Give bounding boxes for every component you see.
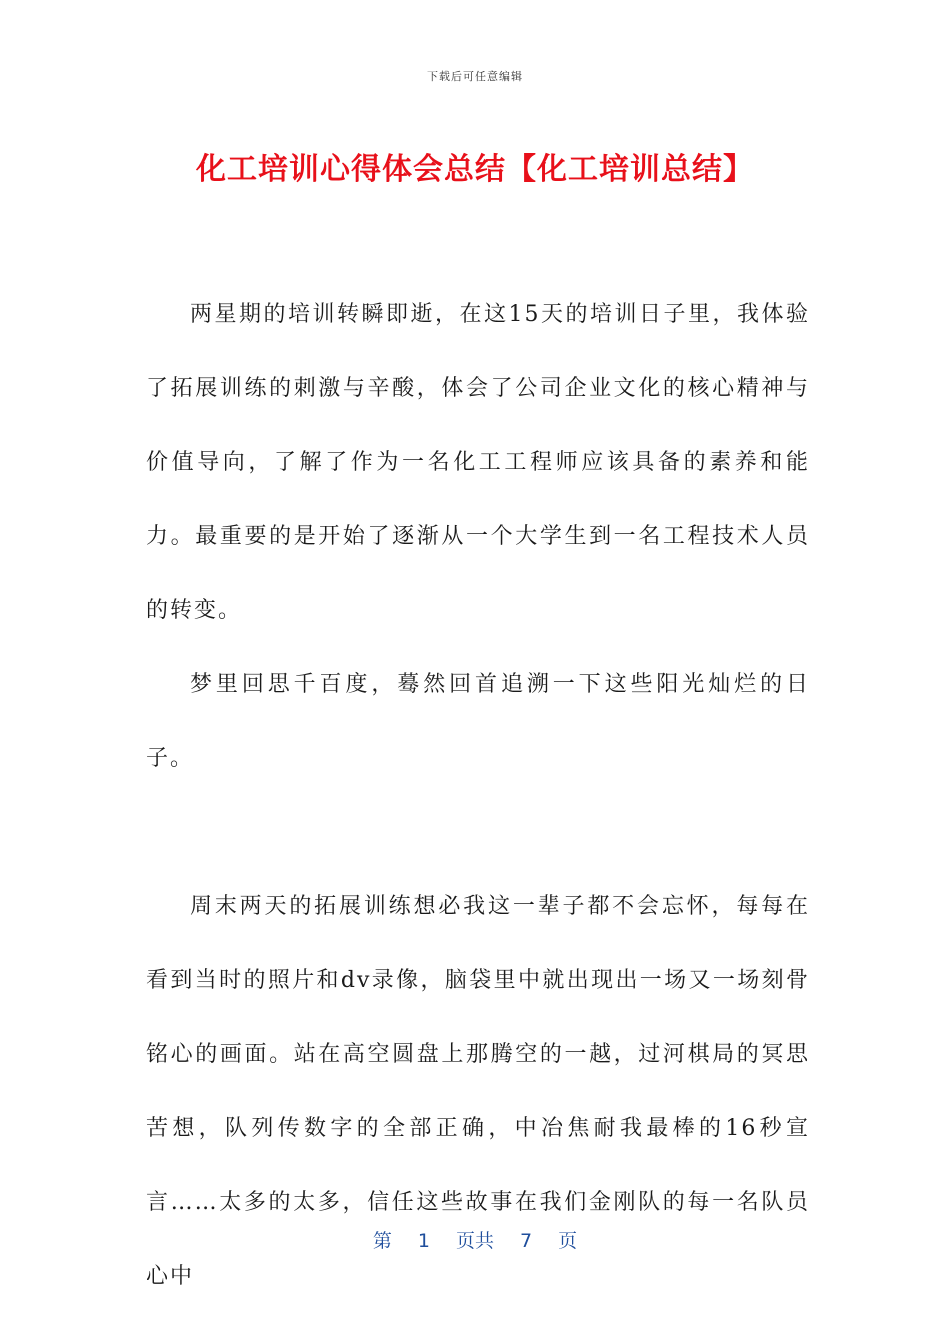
paragraph-1: 两星期的培训转瞬即逝，在这15天的培训日子里，我体验了拓展训练的刺激与辛酸，体会了公司企业文化的核心精神与价值导向，了解了作为一名化工工程师应该具备的素养和能力。最重要的是开始了逐渐从一个大学生到一名工程技术人员的转变。: [146, 302, 810, 623]
footer-page-end: 页: [558, 1230, 578, 1252]
header-note: 下载后可任意编辑: [427, 70, 523, 83]
document-body: [146, 278, 810, 1314]
footer-page-mid: 页共: [455, 1230, 494, 1252]
document-title: 化工培训心得体会总结【化工培训总结】: [196, 152, 754, 187]
footer-page-word: 第: [372, 1230, 392, 1252]
paragraph-3: 周末两天的拓展训练想必我这一辈子都不会忘怀，每每在看到当时的照片和dv录像，脑袋里中就出现出一场又一场刻骨铭心的画面。站在高空圆盘上那腾空的一越，过河棋局的冥思苦想，队列传数字的全部正确，中冶焦耐我最棒的16秒宣言……太多的太多，信任这些故事在我们金刚队的每一名队员心中: [146, 894, 810, 1289]
paragraph-2: 梦里回思千百度，蓦然回首追溯一下这些阳光灿烂的日子。: [146, 672, 810, 771]
footer-page-number: 1: [417, 1230, 430, 1252]
page-footer: [0, 1226, 950, 1253]
footer-total-pages: 7: [520, 1230, 533, 1252]
